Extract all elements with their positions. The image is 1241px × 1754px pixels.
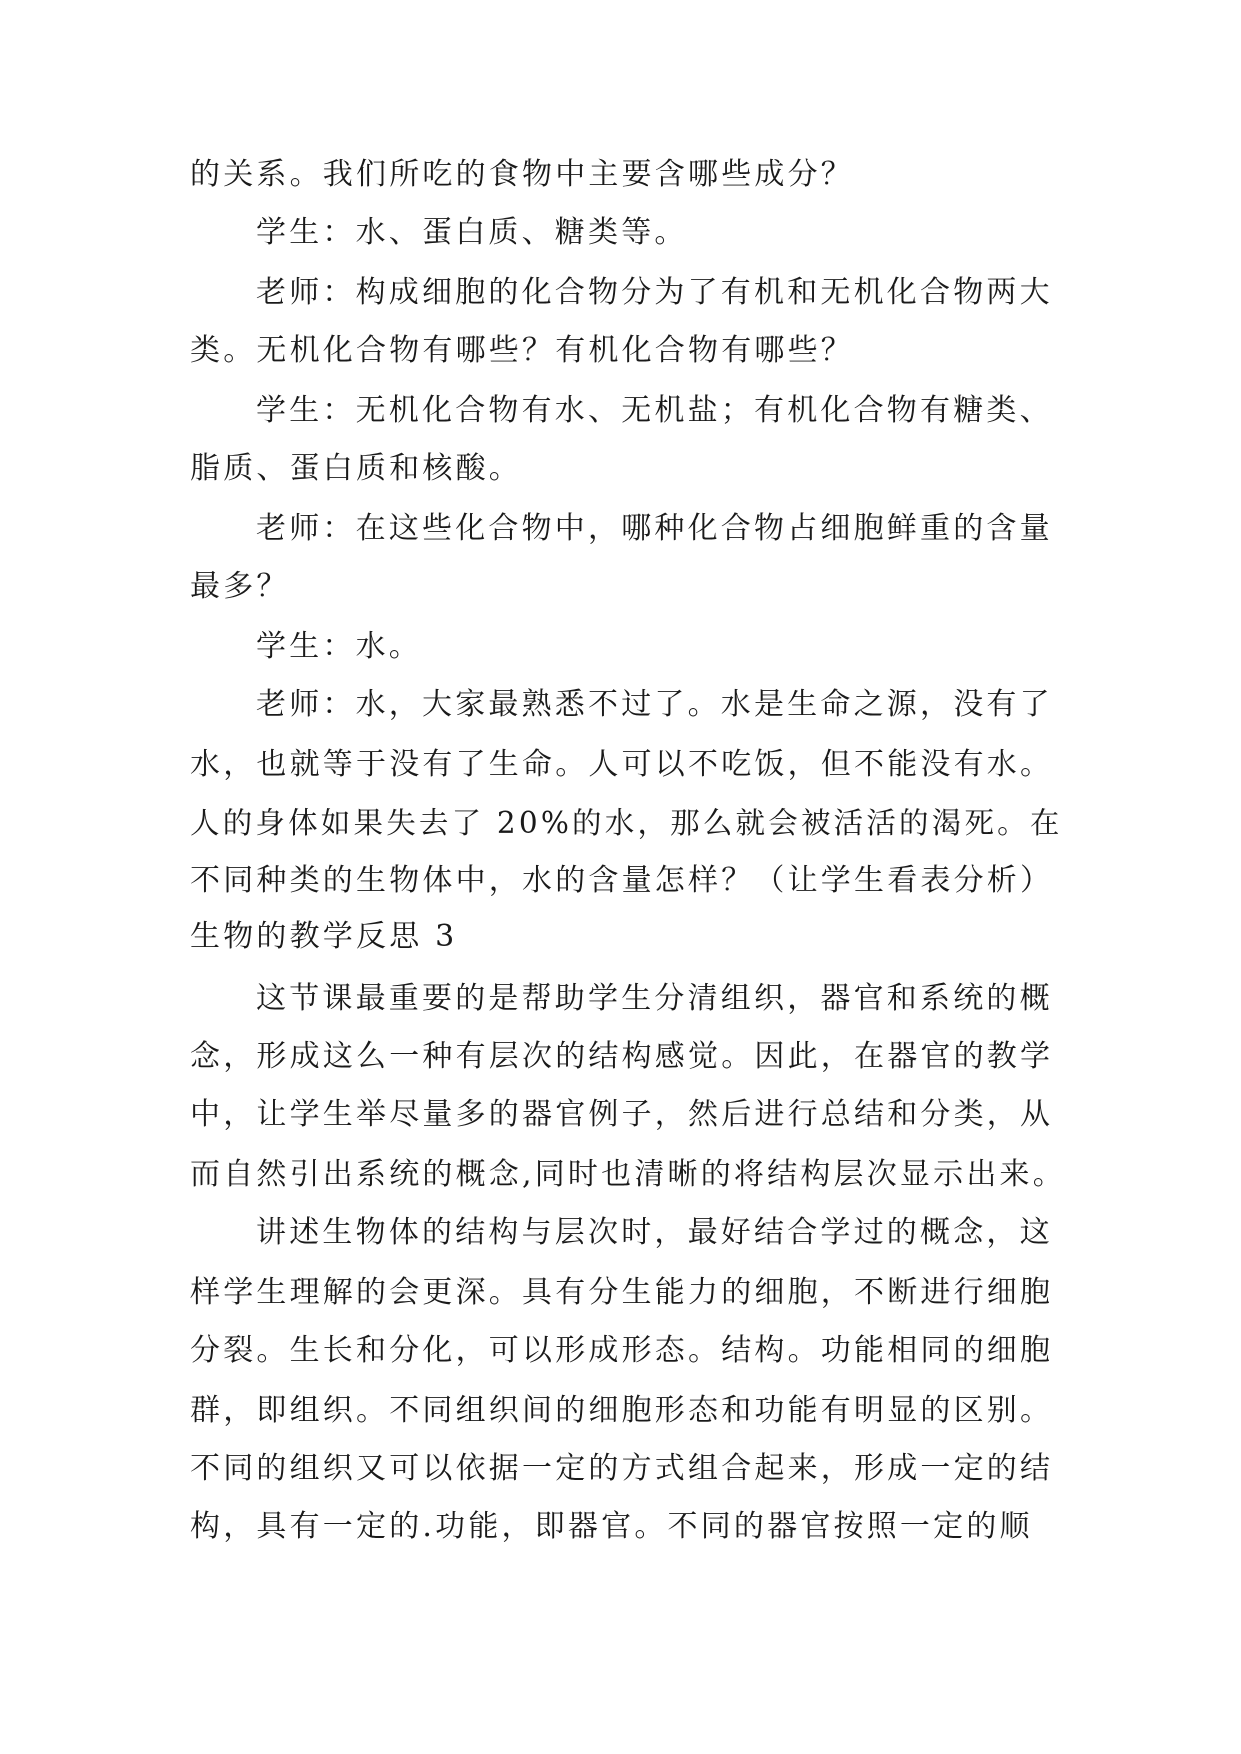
text-line: 老师：构成细胞的化合物分为了有机和无机化合物两大 <box>256 275 1053 310</box>
text-line: 不同的组织又可以依据一定的方式组合起来，形成一定的结 <box>190 1451 1054 1486</box>
text-line: 人的身体如果失去了 20%的水，那么就会被活活的渴死。在 <box>190 806 1063 840</box>
text-line: 的关系。我们所吃的食物中主要含哪些成分？ <box>190 157 854 192</box>
section-heading: 生物的教学反思 3 <box>190 919 458 954</box>
text-line: 学生：无机化合物有水、无机盐；有机化合物有糖类、 <box>256 393 1053 428</box>
text-line: 样学生理解的会更深。具有分生能力的细胞，不断进行细胞 <box>190 1275 1054 1310</box>
text-line: 不同种类的生物体中，水的含量怎样？（让学生看表分析） <box>190 863 1054 898</box>
text-line: 这节课最重要的是帮助学生分清组织，器官和系统的概 <box>256 981 1053 1016</box>
text-line: 群，即组织。不同组织间的细胞形态和功能有明显的区别。 <box>190 1393 1054 1428</box>
text-line: 分裂。生长和分化，可以形成形态。结构。功能相同的细胞 <box>190 1333 1054 1368</box>
text-line: 而自然引出系统的概念,同时也清晰的将结构层次显示出来。 <box>190 1157 1066 1192</box>
text-line: 水，也就等于没有了生命。人可以不吃饭，但不能没有水。 <box>190 747 1054 782</box>
text-line: 学生：水。 <box>256 629 422 664</box>
text-line: 老师：在这些化合物中，哪种化合物占细胞鲜重的含量 <box>256 511 1053 546</box>
text-line: 类。无机化合物有哪些？有机化合物有哪些？ <box>190 333 854 368</box>
text-line: 念，形成这么一种有层次的结构感觉。因此，在器官的教学 <box>190 1039 1054 1074</box>
text-line: 学生：水、蛋白质、糖类等。 <box>256 215 688 250</box>
text-line: 中，让学生举尽量多的器官例子，然后进行总结和分类，从 <box>190 1097 1054 1132</box>
text-line: 老师：水，大家最熟悉不过了。水是生命之源，没有了 <box>256 687 1053 722</box>
text-line: 最多？ <box>190 569 290 604</box>
text-line: 讲述生物体的结构与层次时，最好结合学过的概念，这 <box>256 1215 1053 1250</box>
text-line: 脂质、蛋白质和核酸。 <box>190 451 522 486</box>
text-line: 构，具有一定的.功能，即器官。不同的器官按照一定的顺 <box>190 1509 1033 1544</box>
